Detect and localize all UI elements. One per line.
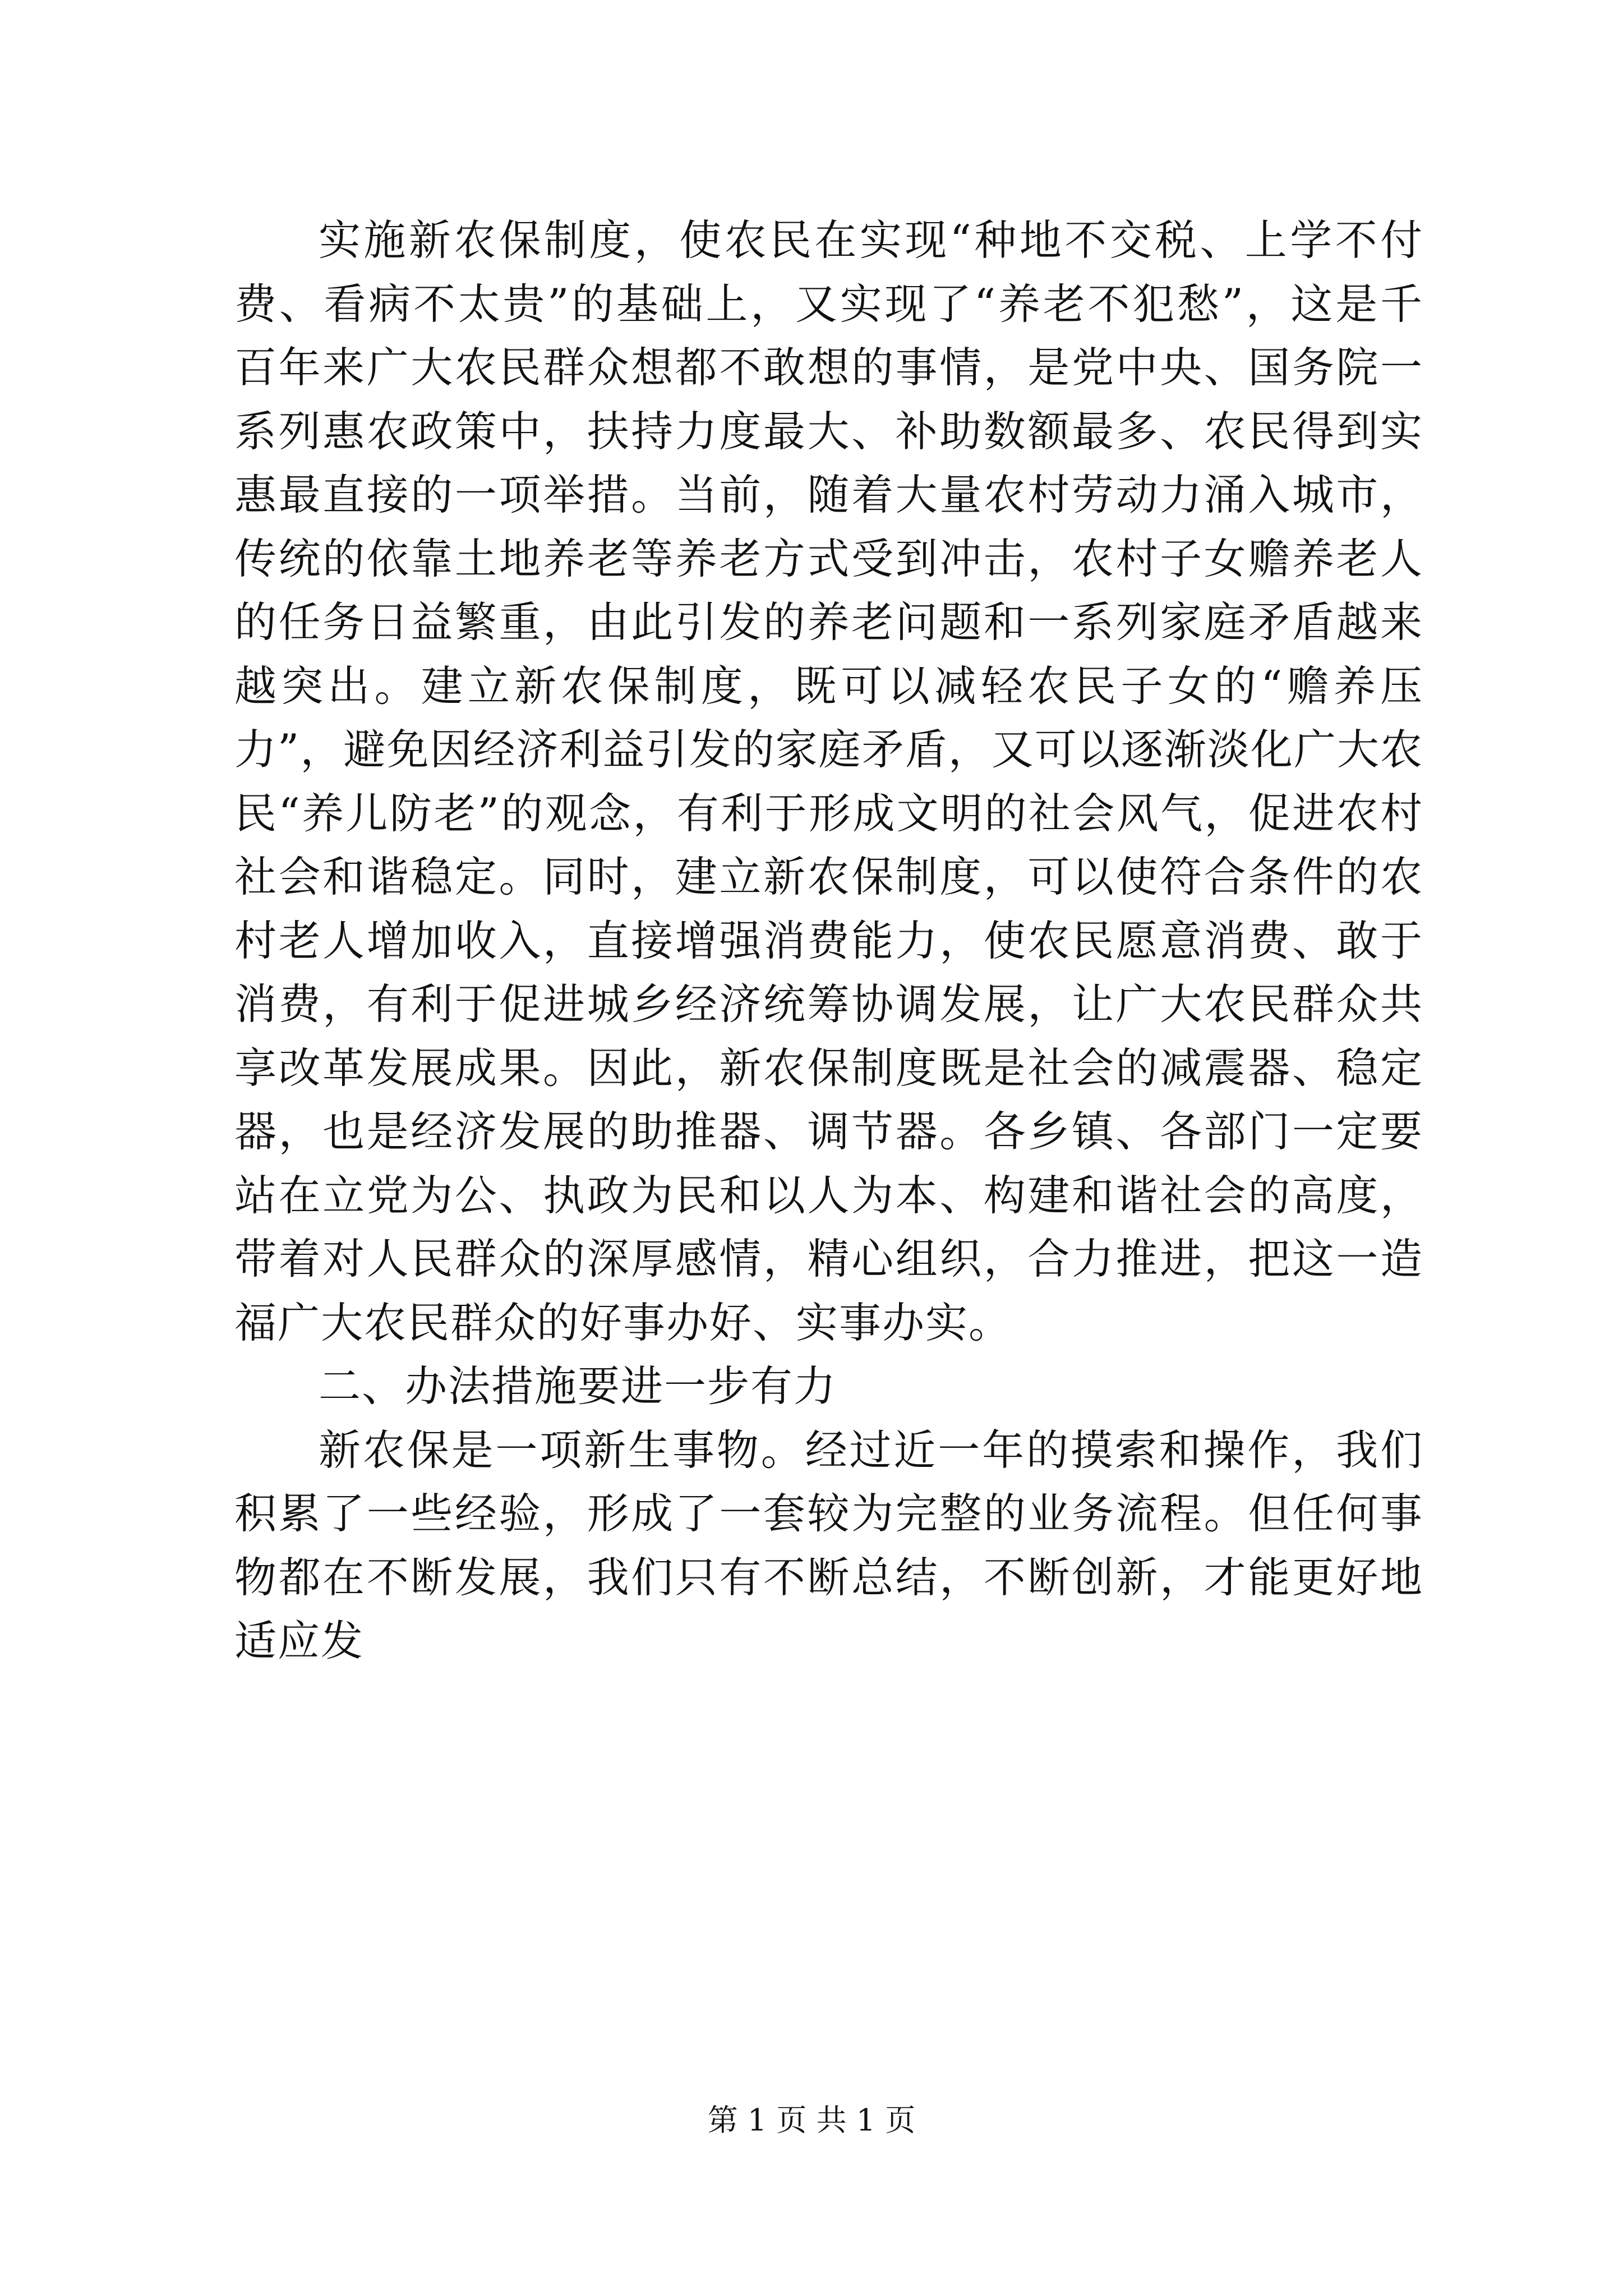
page-footer: 第 1 页 共 1 页	[707, 2102, 916, 2138]
paragraph-continued: 新农保是一项新生事物。经过近一年的摸索和操作，我们积累了一些经验，形成了一套较为完整的业务流程。但任何事物都在不断发展，我们只有不断总结，不断创新，才能更好地适应发	[234, 1425, 1423, 1665]
paragraph-main: 实施新农保制度，使农民在实现“种地不交税、上学不付费、看病不太贵”的基础上，又实现了“养老不犯愁”，这是千百年来广大农民群众想都不敢想的事情，是党中央、国务院一系列惠农政策中，扶持力度最大、补助数额最多、农民得到实惠最直接的一项举措。当前，随着大量农村劳动力涌入城市，传统的依靠土地养老等养老方式受到冲击，农村子女赡养老人的任务日益繁重，由此引发的养老问题和一系列家庭矛盾越来越突出。建立新农保制度，既可以减轻农民子女的“赡养压力”，避免因经济利益引发的家庭矛盾，又可以逐渐淡化广大农民“养儿防老”的观念，有利于形成文明的社会风气，促进农村社会和谐稳定。同时，建立新农保制度，可以使符合条件的农村老人增加收入，直接增强消费能力，使农民愿意消费、敢于消费，有利于促进城乡经济统筹协调发展，让广大农民群众共享改革发展成果。因此，新农保制度既是社会的减震器、稳定器，也是经济发展的助推器、调节器。各乡镇、各部门一定要站在立党为公、执政为民和以人为本、构建和谐社会的高度，带着对人民群众的深厚感情，精心组织，合力推进，把这一造福广大农民群众的好事办好、实事办实。	[234, 215, 1423, 1347]
section-heading: 二、办法措施要进一步有力	[319, 1361, 837, 1411]
document-body	[234, 209, 1423, 1673]
